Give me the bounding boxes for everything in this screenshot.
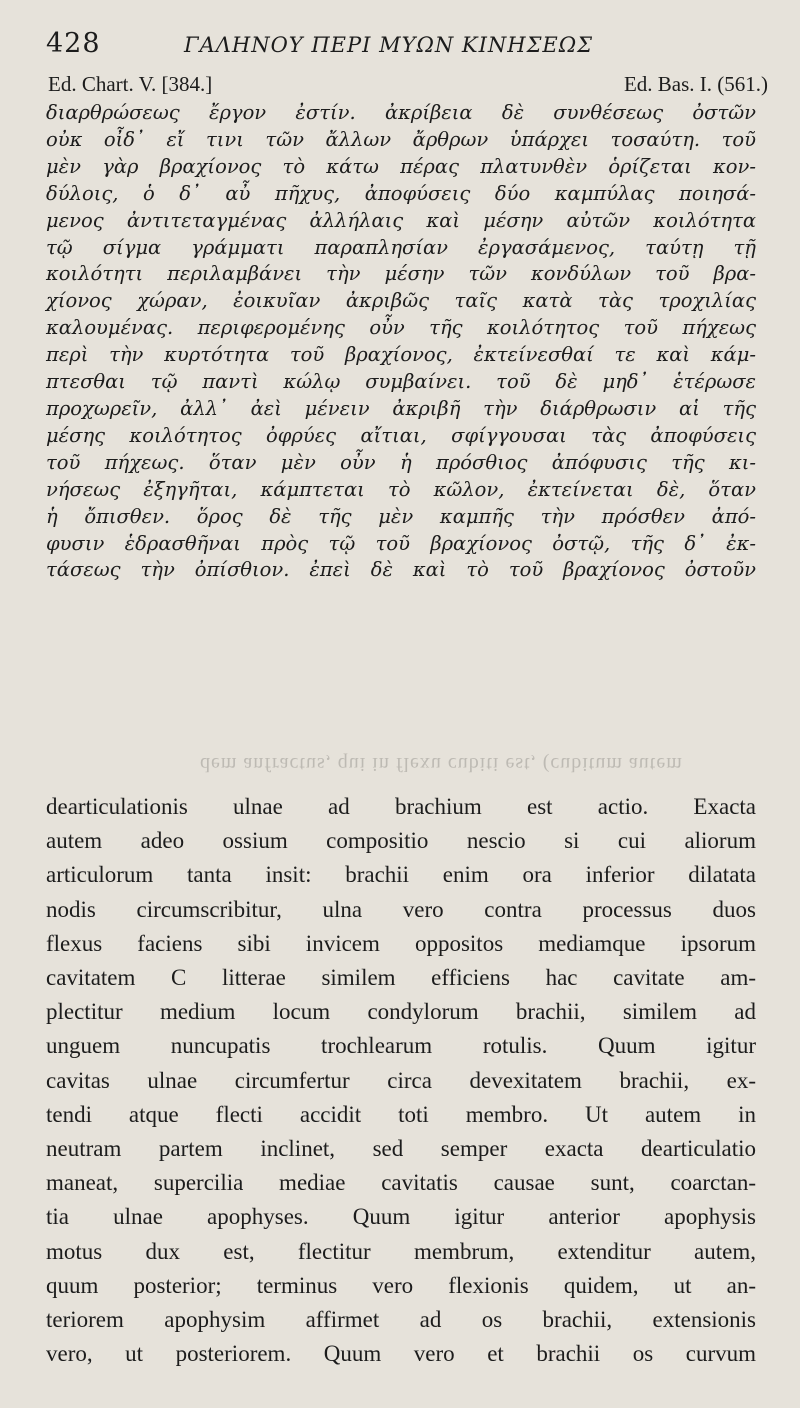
edition-reference-line <box>48 72 768 102</box>
latin-text-block <box>46 790 766 1371</box>
latin-line: neutram partem inclinet, sed semper exacta dearticulatio <box>46 1136 756 1162</box>
latin-line: flexus faciens sibi invicem oppositos mediamque ipsorum <box>46 930 756 956</box>
greek-text-block <box>46 100 766 584</box>
greek-line: χίονος χώραν, ἐοικυῖαν ἀκριβῶς ταῖς κατὰ τὰς τροχιλίας <box>46 289 756 313</box>
greek-line: δύλοις, ὁ δ᾽ αὖ πῆχυς, ἀποφύσεις δύο καμπύλας ποιησά- <box>46 181 756 205</box>
latin-line: maneat, supercilia mediae cavitatis causae sunt, coarctan- <box>46 1170 756 1196</box>
latin-line: quum posterior; terminus vero flexionis quidem, ut an- <box>46 1272 756 1298</box>
greek-line: περὶ τὴν κυρτότητα τοῦ βραχίονος, ἐκτείνεσθαί τε καὶ κάμ- <box>46 343 756 367</box>
latin-line: unguem nuncupatis trochlearum rotulis. Quum igitur <box>46 1033 756 1059</box>
latin-line: autem adeo ossium compositio nescio si cui aliorum <box>46 828 756 854</box>
edition-reference-basel: Ed. Bas. I. (561.) <box>623 72 768 96</box>
greek-line: μενος ἀντιτεταγμένας ἀλλήλαις καὶ μέσην αὐτῶν κοιλότητα <box>46 208 756 232</box>
greek-line: οὐκ οἶδ᾽ εἴ τινι τῶν ἄλλων ἄρθρων ὑπάρχει τοσαύτη. τοῦ <box>46 127 756 151</box>
latin-line: vero, ut posteriorem. Quum vero et brachii os curvum <box>46 1341 756 1367</box>
running-title: ΓΑΛΗΝΟΥ ΠΕΡΙ ΜΥΩΝ ΚΙΝΗΣΕΩΣ <box>184 33 594 57</box>
show-through-text: dem anfractus, qui in flexu cubiti est, (cubitum autem <box>200 753 683 775</box>
greek-line: κοιλότητι περιλαμβάνει τὴν μέσην τῶν κονδύλων τοῦ βρα- <box>46 262 756 286</box>
greek-line: τάσεως τὴν ὀπίσθιον. ἐπεὶ δὲ καὶ τὸ τοῦ βραχίονος ὀστοῦν <box>46 558 756 582</box>
greek-line: φυσιν ἑδρασθῆναι πρὸς τῷ τοῦ βραχίονος ὀστῷ, τῆς δ᾽ ἐκ- <box>46 531 756 555</box>
greek-line: τοῦ πήχεως. ὅταν μὲν οὖν ἡ πρόσθιος ἀπόφυσις τῆς κι- <box>46 450 756 474</box>
latin-line: articulorum tanta insit: brachii enim ora inferior dilatata <box>46 862 756 888</box>
greek-line: νήσεως ἐξηγῆται, κάμπτεται τὸ κῶλον, ἐκτείνεται δὲ, ὅταν <box>46 477 756 501</box>
greek-line: μὲν γὰρ βραχίονος τὸ κάτω πέρας πλατυνθὲν ὁρίζεται κον- <box>46 154 756 178</box>
edition-reference-chartier: Ed. Chart. V. [384.] <box>48 72 213 96</box>
greek-line: ἡ ὄπισθεν. ὅρος δὲ τῆς μὲν καμπῆς τὴν πρόσθεν ἀπό- <box>46 504 756 528</box>
greek-line: καλουμένας. περιφερομένης οὖν τῆς κοιλότητος τοῦ πήχεως <box>46 316 756 340</box>
greek-line: μέσης κοιλότητος ὀφρύες αἴτιαι, σφίγγουσαι τὰς ἀποφύσεις <box>46 423 756 447</box>
latin-line: teriorem apophysim affirmet ad os brachii, extensionis <box>46 1307 756 1333</box>
latin-line: dearticulationis ulnae ad brachium est actio. Exacta <box>46 794 756 819</box>
page-header <box>46 26 766 66</box>
latin-line: tia ulnae apophyses. Quum igitur anterior apophysis <box>46 1204 756 1230</box>
greek-line: πτεσθαι τῷ παντὶ κώλῳ συμβαίνει. τοῦ δὲ μηδ᾽ ἑτέρωσε <box>46 370 756 394</box>
latin-line: cavitas ulnae circumfertur circa devexitatem brachii, ex- <box>46 1067 756 1093</box>
latin-line: tendi atque flecti accidit toti membro. Ut autem in <box>46 1101 756 1127</box>
page-number: 428 <box>46 28 101 59</box>
latin-line: nodis circumscribitur, ulna vero contra processus duos <box>46 896 756 922</box>
latin-line: motus dux est, flectitur membrum, extenditur autem, <box>46 1238 756 1264</box>
greek-line: προχωρεῖν, ἀλλ᾽ ἀεὶ μένειν ἀκριβῆ τὴν διάρθρωσιν αἱ τῆς <box>46 396 756 420</box>
latin-line: cavitatem C litterae similem efficiens hac cavitate am- <box>46 965 756 991</box>
greek-line: τῷ σίγμα γράμματι παραπλησίαν ἐργασάμενος, ταύτῃ τῇ <box>46 235 756 259</box>
latin-line: plectitur medium locum condylorum brachii, similem ad <box>46 999 756 1025</box>
greek-line: διαρθρώσεως ἔργον ἐστίν. ἀκρίβεια δὲ συνθέσεως ὀστῶν <box>46 101 756 124</box>
